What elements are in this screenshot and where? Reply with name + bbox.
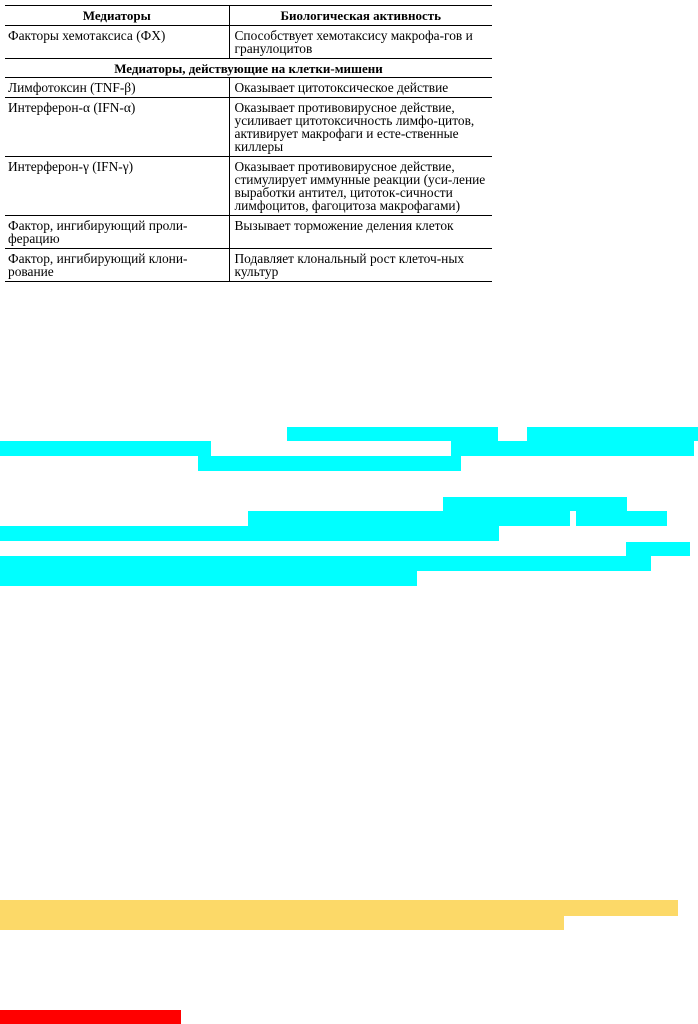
yellow-highlight xyxy=(0,900,678,916)
cyan-highlight xyxy=(287,427,498,441)
cyan-highlight xyxy=(443,497,627,511)
table-row xyxy=(5,26,492,59)
cyan-highlight xyxy=(527,427,698,441)
yellow-highlight xyxy=(0,916,564,930)
mediators-table xyxy=(5,5,492,282)
mediator-cell: Лимфотоксин (TNF-β) xyxy=(5,78,229,98)
activity-cell: Оказывает цитотоксическое действие xyxy=(229,78,492,98)
activity-cell: Способствует хемотаксису макрофа-гов и гранулоцитов xyxy=(229,26,492,59)
cyan-highlight xyxy=(248,511,570,526)
section-row xyxy=(5,59,492,78)
activity-cell: Оказывает противовирусное действие, усиливает цитотоксичность лимфо-цитов, активирует макрофаги и есте-ственные киллеры xyxy=(229,98,492,157)
section-title: Медиаторы, действующие на клетки-мишени xyxy=(5,59,492,78)
activity-cell: Подавляет клональный рост клеточ-ных культур xyxy=(229,249,492,282)
header-mediators: Медиаторы xyxy=(5,6,229,26)
activity-cell: Оказывает противовирусное действие, стимулирует иммунные реакции (уси-ление выработки антител, цитоток-сичности лимфоцитов, фагоцитоза макрофагами) xyxy=(229,157,492,216)
activity-cell: Вызывает торможение деления клеток xyxy=(229,216,492,249)
table-row xyxy=(5,249,492,282)
cyan-highlight xyxy=(198,456,461,471)
table-row xyxy=(5,157,492,216)
cyan-highlight xyxy=(0,441,211,456)
cyan-highlight xyxy=(0,556,651,571)
cyan-highlight xyxy=(576,511,667,526)
cyan-highlight xyxy=(451,441,694,456)
table-row xyxy=(5,216,492,249)
cyan-highlight xyxy=(0,571,417,586)
mediator-cell: Фактор, ингибирующий клони-рование xyxy=(5,249,229,282)
cyan-highlight xyxy=(626,542,690,556)
table-header-row xyxy=(5,6,492,26)
mediators-table-container xyxy=(5,5,492,282)
header-activity: Биологическая активность xyxy=(229,6,492,26)
cyan-highlight xyxy=(0,526,499,541)
red-highlight xyxy=(0,1010,181,1024)
mediator-cell: Интерферон-γ (IFN-γ) xyxy=(5,157,229,216)
table-row xyxy=(5,78,492,98)
mediator-cell: Фактор, ингибирующий проли-ферацию xyxy=(5,216,229,249)
mediator-cell: Интерферон-α (IFN-α) xyxy=(5,98,229,157)
table-row xyxy=(5,98,492,157)
mediator-cell: Факторы хемотаксиса (ФХ) xyxy=(5,26,229,59)
